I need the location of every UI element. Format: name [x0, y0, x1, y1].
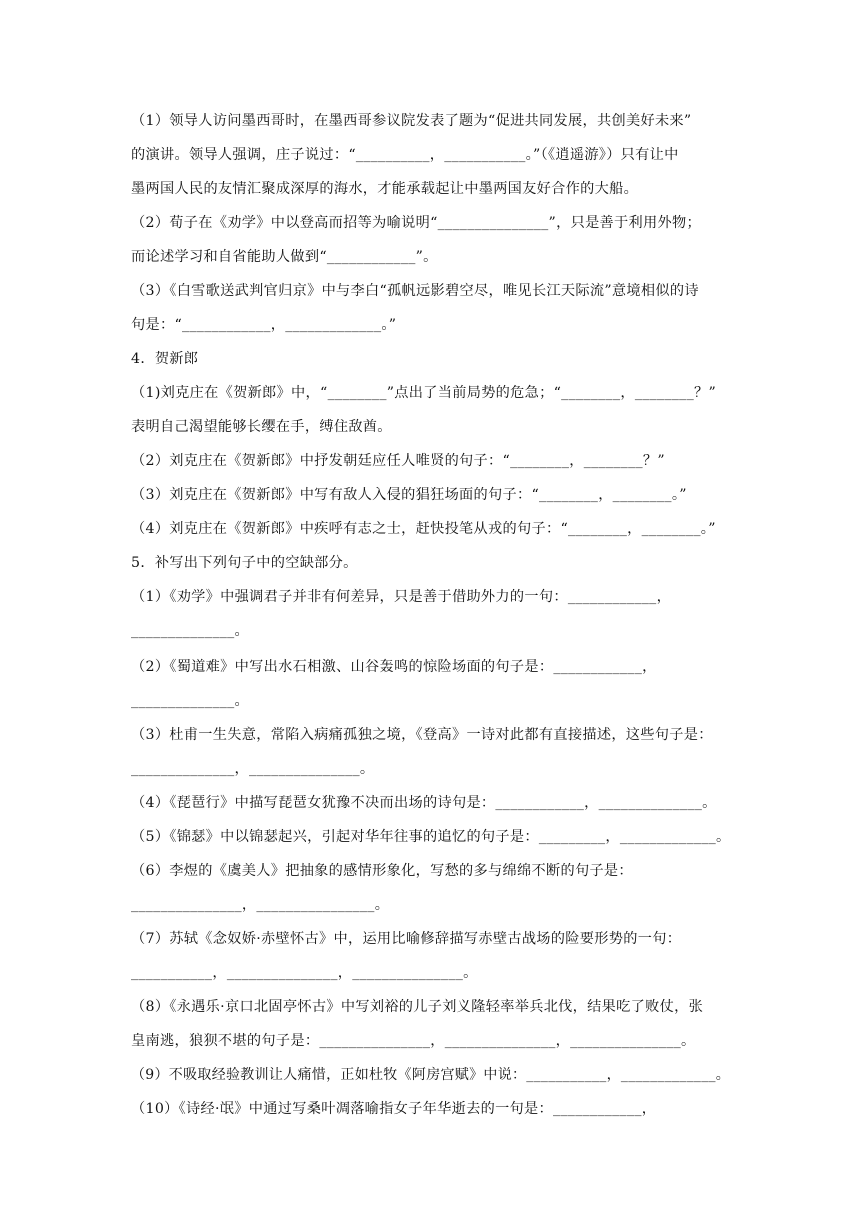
question-5-4: （4）《琵琶行》中描写琵琶女犹豫不决而出场的诗句是：____________，______________。	[131, 795, 717, 811]
question-5-9: （9）不吸取经验教训让人痛惜，正如杜牧《阿房宫赋》中说：___________，_____________。	[131, 1067, 731, 1083]
question-5-1-line-2: ______________。	[131, 623, 249, 639]
question-5-7-line-1: （7）苏轼《念奴娇·赤壁怀古》中，运用比喻修辞描写赤壁古战场的险要形势的一句：	[131, 931, 682, 947]
question-5-1-line-1: （1）《劝学》中强调君子并非有何差异，只是善于借助外力的一句：____________，	[131, 589, 672, 605]
question-3-1-line-1: （1）领导人访问墨西哥时，在墨西哥参议院发表了题为“促进共同发展，共创美好未来”	[131, 113, 692, 129]
question-3-1-line-2: 的演讲。领导人强调，庄子说过：“__________，___________。”（《逍遥游》）只有让中	[131, 147, 679, 163]
question-5-8-line-2: 皇南逃，狼狈不堪的句子是：_______________，_______________，_______________。	[131, 1033, 696, 1049]
question-5-2-line-1: （2）《蜀道难》中写出水石相激、山谷轰鸣的惊险场面的句子是：____________，	[131, 659, 657, 675]
question-3-1-line-3: 墨两国人民的友情汇聚成深厚的海水，才能承载起让中墨两国友好合作的大船。	[131, 181, 639, 197]
question-4-3: （3）刘克庄在《贺新郎》中写有敌人入侵的猖狂场面的句子：“________，________。”	[131, 487, 687, 503]
question-3-2-line-2: 而论述学习和自省能助人做到“____________”。	[131, 249, 438, 265]
question-5-6-line-2: _______________，________________。	[131, 897, 390, 913]
question-5-3-line-2: ______________，_______________。	[131, 761, 375, 777]
question-5-7-line-2: ___________，_______________，_______________。	[131, 965, 478, 981]
question-5-8-line-1: （8）《永遇乐·京口北固亭怀古》中写刘裕的儿子刘义隆轻率举兵北伐，结果吃了败仗，张	[131, 999, 704, 1015]
question-5-2-line-2: ______________。	[131, 693, 249, 709]
question-5-6-line-1: （6）李煜的《虞美人》把抽象的感情形象化，写愁的多与绵绵不断的句子是：	[131, 863, 633, 879]
question-3-2-line-1: （2）荀子在《劝学》中以登高而招等为喻说明“_______________”，只是善于利用外物；	[131, 215, 701, 231]
question-3-3-line-2: 句是：“____________，_____________。”	[131, 317, 397, 333]
question-3-3-line-1: （3）《白雪歌送武判官归京》中与李白“孤帆远影碧空尽，唯见长江天际流”意境相似的诗	[131, 283, 699, 299]
section-5-heading: 5．补写出下列句子中的空缺部分。	[131, 555, 358, 571]
question-5-10-line-1: （10）《诗经·氓》中通过写桑叶凋落喻指女子年华逝去的一句是：____________，	[131, 1101, 657, 1117]
question-5-5: （5）《锦瑟》中以锦瑟起兴，引起对华年往事的追忆的句子是：_________，_____________。	[131, 829, 731, 845]
question-4-2: （2）刘克庄在《贺新郎》中抒发朝廷应任人唯贤的句子：“________，________？”	[131, 453, 665, 469]
question-4-1-line-1: （1)刘克庄在《贺新郎》中，“________”点出了当前局势的危急；“________，________？”	[131, 385, 717, 401]
question-4-4: （4）刘克庄在《贺新郎》中疾呼有志之士，赶快投笔从戎的句子：“________，________。”	[131, 521, 716, 537]
section-4-heading: 4．贺新郎	[131, 351, 199, 367]
question-4-1-line-2: 表明自己渴望能够长缨在手，缚住敌酋。	[131, 419, 392, 435]
question-5-3-line-1: （3）杜甫一生失意，常陷入病痛孤独之境，《登高》一诗对此都有直接描述，这些句子是：	[131, 727, 713, 743]
